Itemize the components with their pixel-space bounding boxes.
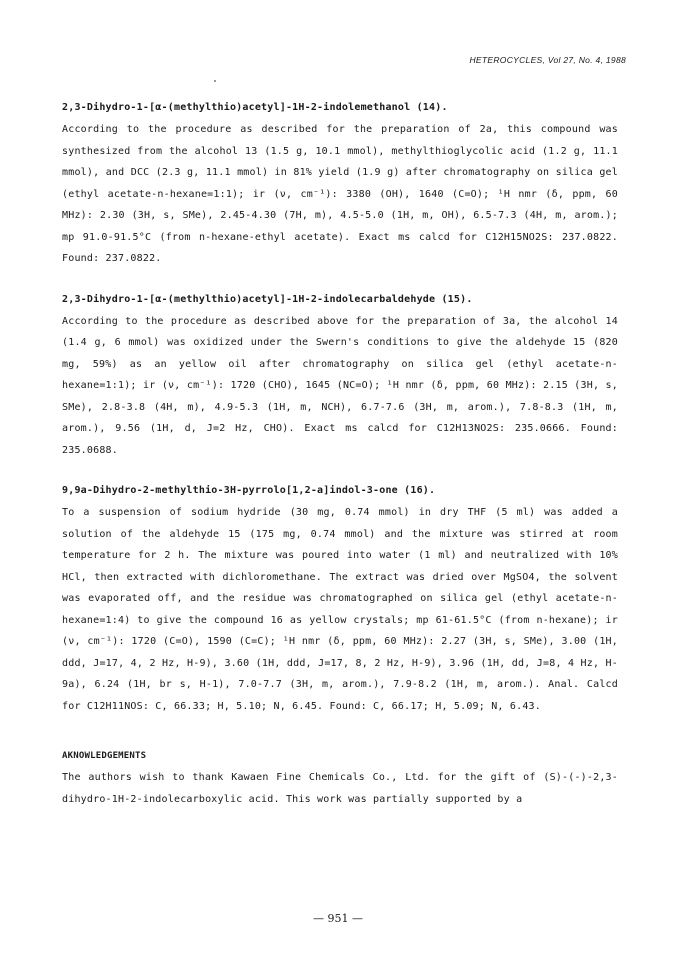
section-compound-15 xyxy=(62,289,618,462)
section-title: 2,3-Dihydro-1-[α-(methylthio)acetyl]-1H-2-indolecarbaldehyde (15). xyxy=(62,293,473,305)
page-number: — 951 — xyxy=(313,912,363,925)
decorative-dot xyxy=(214,80,216,82)
section-compound-16 xyxy=(62,480,618,717)
acknowledgements-title: AKNOWLEDGEMENTS xyxy=(62,751,147,761)
acknowledgements-body: The authors wish to thank Kawaen Fine Chemicals Co., Ltd. for the gift of (S)-(-)-2,3-dihydro-1H-2-indolecarboxylic acid. This work was partially supported by a xyxy=(62,772,618,805)
journal-header: HETEROCYCLES, Vol 27, No. 4, 1988 xyxy=(469,55,626,65)
section-compound-14 xyxy=(62,97,618,270)
section-title: 2,3-Dihydro-1-[α-(methylthio)acetyl]-1H-2-indolemethanol (14). xyxy=(62,102,448,113)
section-body: To a suspension of sodium hydride (30 mg, 0.74 mmol) in dry THF (5 ml) was added a solution of the aldehyde 15 (175 mg, 0.74 mmol) and the mixture was stirred at room temperature for 2 h. The mixture was poured into water (1 ml) and neutralized with 10% HCl, then extracted with dichloromethane. The extract was dried over MgSO4, the solvent was evaporated off, and the residue was chromatographed on silica gel (ethyl acetate-n-hexane=1:4) to give the compound 16 as yellow crystals; mp 61-61.5°C (from n-hexane); ir (ν, cm⁻¹): 1720 (C=O), 1590 (C=C); ¹H nmr (δ, ppm, 60 MHz): 2.27 (3H, s, SMe), 3.00 (1H, ddd, J=17, 4, 2 Hz, H-9), 3.60 (1H, ddd, J=17, 8, 2 Hz, H-9), 3.96 (1H, dd, J=8, 4 Hz, H-9a), 6.24 (1H, br s, H-1), 7.0-7.7 (3H, m, arom.), 7.9-8.2 (1H, m, arom.). Anal. Calcd for C12H11NOS: C, 66.33; H, 5.10; N, 6.45. Found: C, 66.17; H, 5.09; N, 6.43. xyxy=(62,507,618,712)
acknowledgements-section xyxy=(62,745,618,810)
article-content xyxy=(62,97,618,810)
section-body: According to the procedure as described for the preparation of 2a, this compound was synthesized from the alcohol 13 (1.5 g, 10.1 mmol), methylthioglycolic acid (1.2 g, 11.1 mmol), and DCC (2.3 g, 11.1 mmol) in 81% yield (1.9 g) after chromatography on silica gel (ethyl acetate-n-hexane=1:1); ir (ν, cm⁻¹): 3380 (OH), 1640 (C=O); ¹H nmr (δ, ppm, 60 MHz): 2.30 (3H, s, SMe), 2.45-4.30 (7H, m), 4.5-5.0 (1H, m, OH), 6.5-7.3 (4H, m, arom.); mp 91.0-91.5°C (from n-hexane-ethyl acetate). Exact ms calcd for C12H15NO2S: 237.0822. Found: 237.0822. xyxy=(62,124,618,264)
section-body: According to the procedure as described above for the preparation of 3a, the alcohol 14 (1.4 g, 6 mmol) was oxidized under the Swern's conditions to give the aldehyde 15 (820 mg, 59%) as an yellow oil after chromatography on silica gel (ethyl acetate-n-hexane=1:1); ir (ν, cm⁻¹): 1720 (CHO), 1645 (NC=O); ¹H nmr (δ, ppm, 60 MHz): 2.15 (3H, s, SMe), 2.8-3.8 (4H, m), 4.9-5.3 (1H, m, NCH), 6.7-7.6 (3H, m, arom.), 7.8-8.3 (1H, m, arom.), 9.56 (1H, d, J=2 Hz, CHO). Exact ms calcd for C12H13NO2S: 235.0666. Found: 235.0688. xyxy=(62,315,618,456)
section-title: 9,9a-Dihydro-2-methylthio-3H-pyrrolo[1,2-a]indol-3-one (16). xyxy=(62,485,436,496)
